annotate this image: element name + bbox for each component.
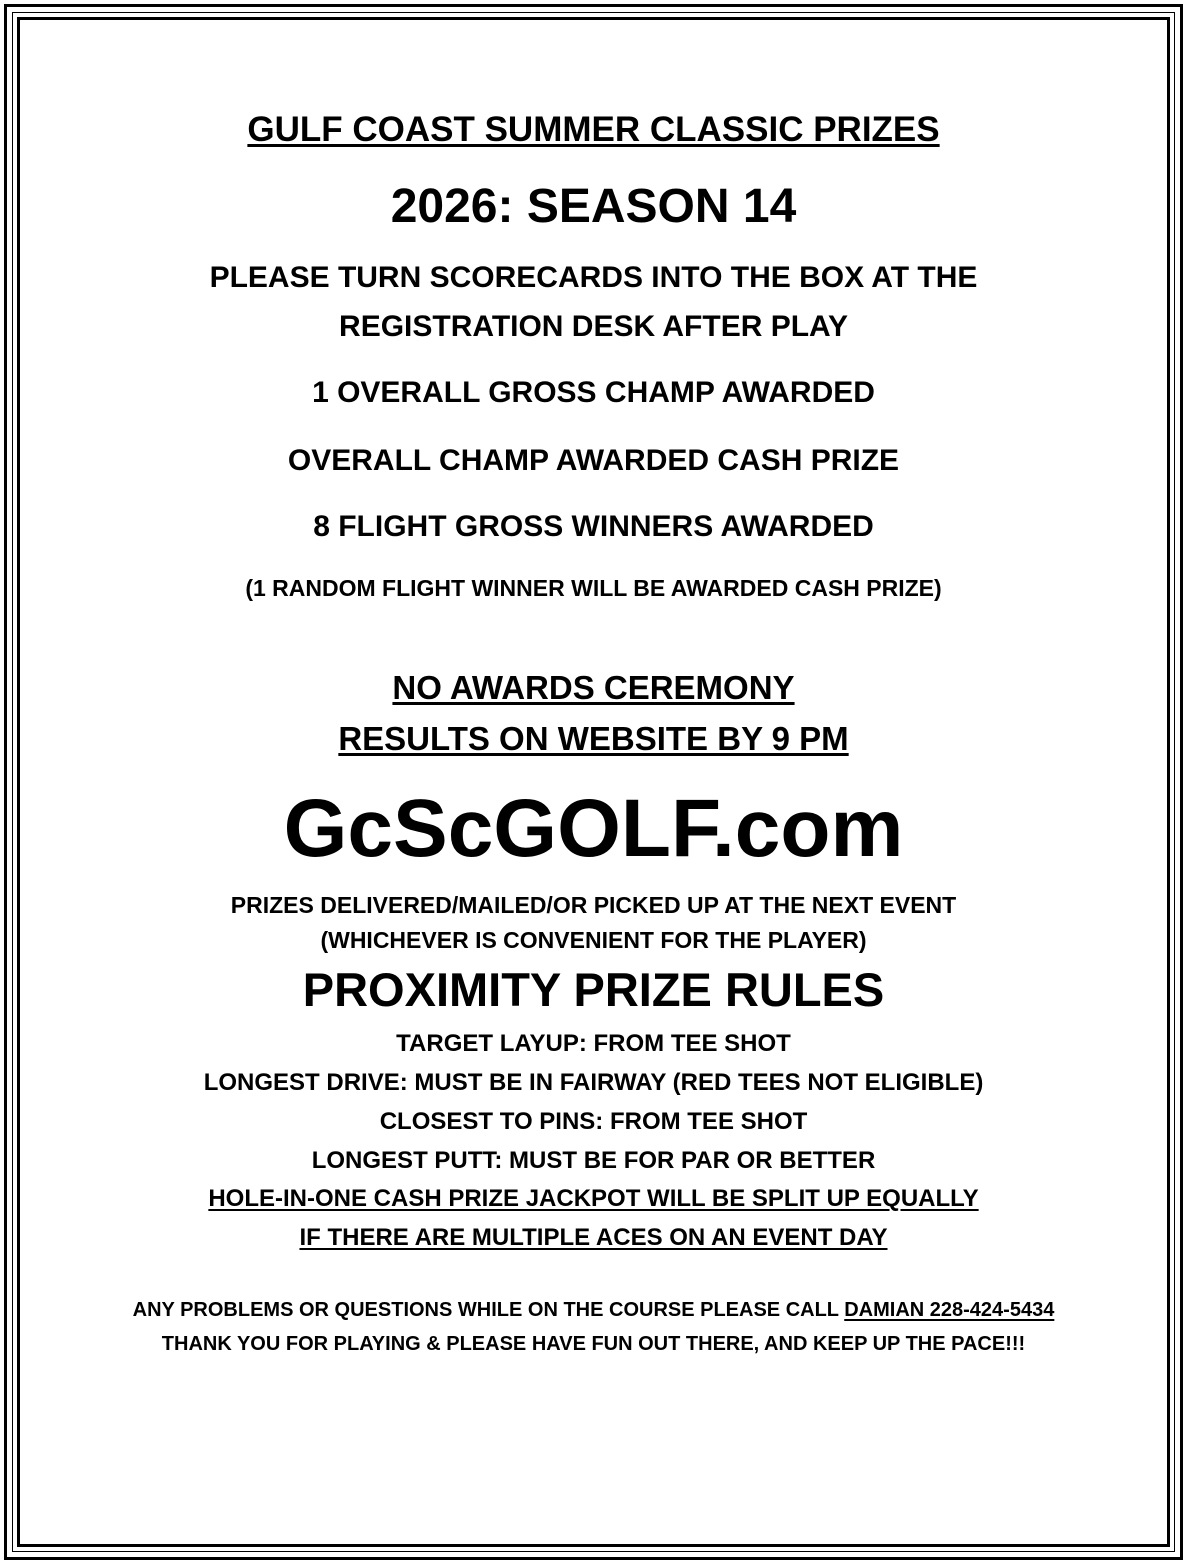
scorecard-instruction-line-2: REGISTRATION DESK AFTER PLAY xyxy=(339,310,848,343)
prize-delivery-line-2: (WHICHEVER IS CONVENIENT FOR THE PLAYER) xyxy=(320,927,867,953)
rule-target-layup: TARGET LAYUP: FROM TEE SHOT xyxy=(396,1030,791,1057)
overall-champ-cash-text: OVERALL CHAMP AWARDED CASH PRIZE xyxy=(287,444,900,477)
flyer-title: GULF COAST SUMMER CLASSIC PRIZES xyxy=(247,110,940,149)
jackpot-text-line-1: HOLE-IN-ONE CASH PRIZE JACKPOT WILL BE SPLIT UP EQUALLY xyxy=(208,1185,979,1212)
jackpot-text-line-2: IF THERE ARE MULTIPLE ACES ON AN EVENT DAY xyxy=(299,1224,888,1251)
scorecard-instruction-line-1: PLEASE TURN SCORECARDS INTO THE BOX AT THE xyxy=(209,261,978,294)
jackpot-notice-line-1 xyxy=(0,1187,1187,1211)
flight-gross-winners-text: 8 FLIGHT GROSS WINNERS AWARDED xyxy=(313,510,874,543)
rule-longest-putt: LONGEST PUTT: MUST BE FOR PAR OR BETTER xyxy=(311,1147,876,1174)
rule-closest-to-pins: CLOSEST TO PINS: FROM TEE SHOT xyxy=(379,1108,808,1135)
contact-prefix: ANY PROBLEMS OR QUESTIONS WHILE ON THE COURSE PLEASE CALL xyxy=(132,1299,845,1321)
contact-name-phone: DAMIAN 228-424-5434 xyxy=(844,1299,1055,1321)
season-heading: 2026: SEASON 14 xyxy=(390,180,797,233)
random-flight-winner-note: (1 RANDOM FLIGHT WINNER WILL BE AWARDED CASH PRIZE) xyxy=(245,575,942,601)
overall-gross-champ-text: 1 OVERALL GROSS CHAMP AWARDED xyxy=(312,376,875,409)
prize-delivery-line-1: PRIZES DELIVERED/MAILED/OR PICKED UP AT THE NEXT EVENT xyxy=(230,892,957,918)
no-awards-ceremony-notice xyxy=(0,671,1187,704)
results-time-notice xyxy=(0,722,1187,755)
rule-longest-drive: LONGEST DRIVE: MUST BE IN FAIRWAY (RED TEES NOT ELIGIBLE) xyxy=(203,1069,984,1096)
contact-line xyxy=(0,1300,1187,1320)
results-time-text: RESULTS ON WEBSITE BY 9 PM xyxy=(338,720,849,757)
no-awards-ceremony-text: NO AWARDS CEREMONY xyxy=(392,669,795,706)
proximity-rules-heading: PROXIMITY PRIZE RULES xyxy=(302,963,885,1016)
jackpot-notice-line-2 xyxy=(0,1226,1187,1250)
website-name: GcScGOLF.com xyxy=(283,783,904,874)
thank-you-line: THANK YOU FOR PLAYING & PLEASE HAVE FUN OUT THERE, AND KEEP UP THE PACE!!! xyxy=(161,1333,1026,1355)
